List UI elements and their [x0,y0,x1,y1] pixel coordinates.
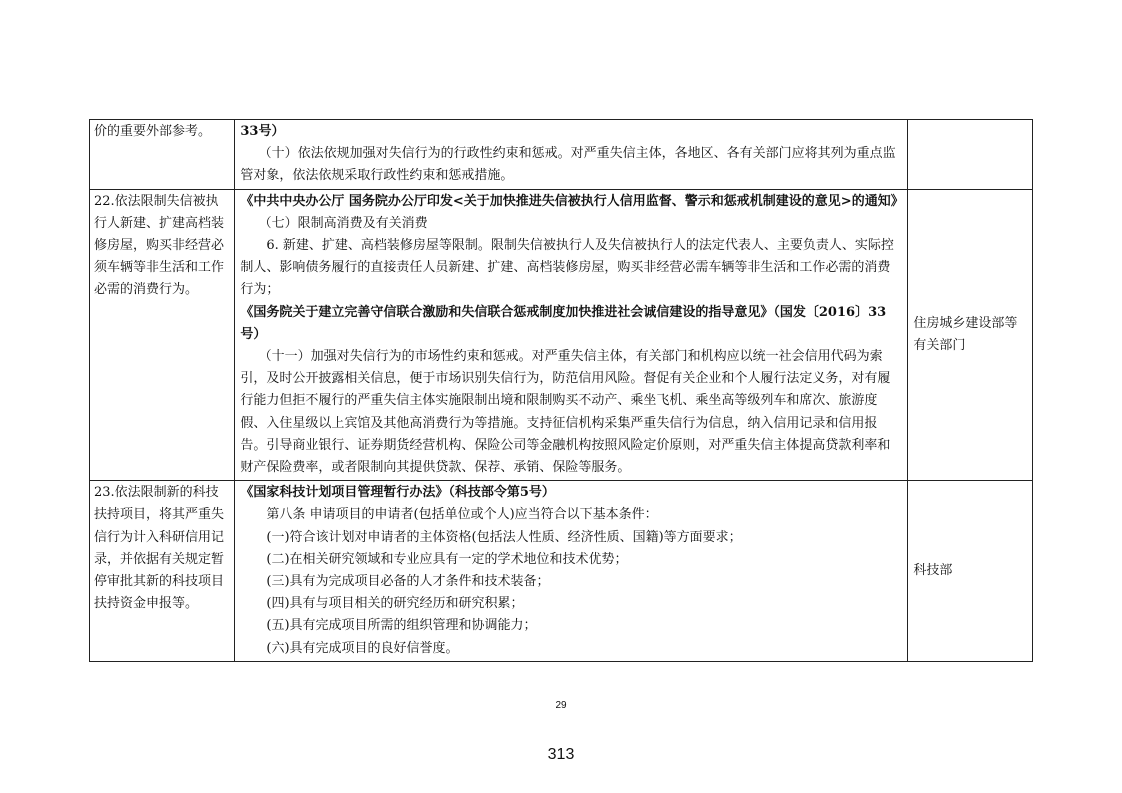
document-title: 《中共中央办公厅 国务院办公厅印发<关于加快推进失信被执行人信用监督、警示和惩戒机制建设的意见>的通知》 [240,193,904,209]
total-page-number: 313 [547,746,575,763]
clause-text: (一)符合该计划对申请者的主体资格(包括法人性质、经济性质、国籍)等方面要求； [266,529,742,545]
basis-cell [235,189,908,481]
table-row [90,481,1033,662]
clause-text: （七）限制高消费及有关消费 [258,215,428,231]
clause-text: (二)在相关研究领域和专业应具有一定的学术地位和技术优势； [266,551,628,567]
measure-cell: 22.依法限制失信被执行人新建、扩建高档装修房屋，购买非经营必须车辆等非生活和工作必需的消费行为。 [90,189,235,481]
clause-text: (五)具有完成项目所需的组织管理和协调能力； [266,618,537,634]
clause-text: 6. 新建、扩建、高档装修房屋等限制。限制失信被执行人及失信被执行人的法定代表人、主要负责人、实际控制人、影响债务履行的直接责任人员新建、扩建、高档装修房屋，购买非经营必需车辆等非生活和工作必需的消费行为； [240,238,894,298]
document-title: 《国务院关于建立完善守信联合激励和失信联合惩戒制度加快推进社会诚信建设的指导意见》（国发〔2016〕33号） [240,304,887,342]
clause-text: (六)具有完成项目的良好信誉度。 [266,640,459,656]
document-title: 33号） [240,124,285,139]
table-row [90,120,1033,190]
table-row [90,189,1033,481]
department-cell: 住房城乡建设部等有关部门 [908,189,1033,481]
measure-cell: 23.依法限制新的科技扶持项目，将其严重失信行为计入科研信用记录，并依据有关规定暂停审批其新的科技项目扶持资金申报等。 [90,481,235,662]
document-title: 《国家科技计划项目管理暂行办法》（科技部令第5号） [240,485,555,501]
clause-text: （十）依法依规加强对失信行为的行政性约束和惩戒。对严重失信主体，各地区、各有关部门应将其列为重点监管对象，依法依规采取行政性约束和惩戒措施。 [240,146,896,184]
clause-text: (四)具有与项目相关的研究经历和研究积累； [266,596,524,612]
department-cell [908,120,1033,190]
regulation-table [89,119,1033,662]
measure-cell: 价的重要外部参考。 [90,120,235,190]
basis-cell [235,120,908,190]
department-cell: 科技部 [908,481,1033,662]
basis-cell [235,481,908,662]
clause-text: （十一）加强对失信行为的市场性约束和惩戒。对严重失信主体，有关部门和机构应以统一社会信用代码为索引，及时公开披露相关信息，便于市场识别失信行为，防范信用风险。督促有关企业和个人履行法定义务，对有履行能力但拒不履行的严重失信主体实施限制出境和限制购买不动产、乘坐飞机、乘坐高等级列车和席次、旅游度假、入住星级以上宾馆及其他高消费行为等措施。支持征信机构采集严重失信行为信息，纳入信用记录和信用报告。引导商业银行、证券期货经营机构、保险公司等金融机构按照风险定价原则，对严重失信主体提高贷款利率和财产保险费率，或者限制向其提供贷款、保荐、承销、保险等服务。 [240,349,891,476]
clause-text: 第八条 申请项目的申请者(包括单位或个人)应当符合以下基本条件： [266,507,658,523]
page-number: 29 [555,700,567,711]
clause-text: (三)具有为完成项目必备的人才条件和技术装备； [266,574,550,590]
